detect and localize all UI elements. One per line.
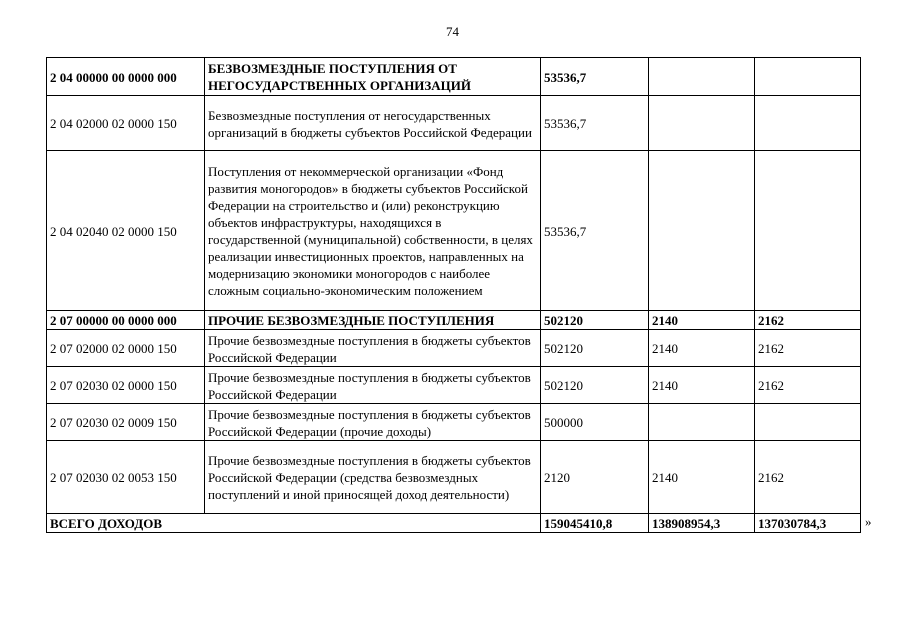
revenue-table: [46, 57, 861, 533]
amount-year-3: [755, 151, 861, 311]
amount-year-2: 2140: [649, 311, 755, 330]
amount-year-3: 2162: [755, 441, 861, 514]
table-row: [47, 311, 861, 330]
total-label: ВСЕГО ДОХОДОВ: [47, 514, 541, 533]
page-number: 74: [446, 24, 459, 39]
closing-quote: »: [865, 514, 872, 529]
revenue-name: Поступления от некоммерческой организации «Фонд развития моногородов» в бюджеты субъектов Российской Федерации на строительство и (или) реконструкцию объектов инфраструктуры, находящихся в государственной (муниципальной) собственности, в целях реализации инвестиционных проектов, направленных на модернизацию экономики моногородов с наиболее сложным социально-экономическим положением: [205, 151, 541, 311]
amount-year-2: 2140: [649, 367, 755, 404]
revenue-name: БЕЗВОЗМЕЗДНЫЕ ПОСТУПЛЕНИЯ ОТ НЕГОСУДАРСТВЕННЫХ ОРГАНИЗАЦИЙ: [205, 58, 541, 96]
amount-year-3: 2162: [755, 330, 861, 367]
amount-year-2: 2140: [649, 441, 755, 514]
amount-year-1: 53536,7: [541, 58, 649, 96]
amount-year-3: 2162: [755, 311, 861, 330]
table-row: [47, 58, 861, 96]
table-row: [47, 151, 861, 311]
amount-year-2: 2140: [649, 330, 755, 367]
amount-year-1: 53536,7: [541, 96, 649, 151]
revenue-name: Прочие безвозмездные поступления в бюджеты субъектов Российской Федерации (прочие доходы): [205, 404, 541, 441]
amount-year-3: [755, 96, 861, 151]
budget-code: 2 07 00000 00 0000 000: [47, 311, 205, 330]
budget-code: 2 04 00000 00 0000 000: [47, 58, 205, 96]
table-row: [47, 404, 861, 441]
amount-year-1: 500000: [541, 404, 649, 441]
amount-year-1: 502120: [541, 330, 649, 367]
amount-year-1: 53536,7: [541, 151, 649, 311]
amount-year-2: [649, 96, 755, 151]
revenue-name: Безвозмездные поступления от негосударственных организаций в бюджеты субъектов Российской Федерации: [205, 96, 541, 151]
amount-year-3: [755, 58, 861, 96]
amount-year-1: 502120: [541, 311, 649, 330]
budget-code: 2 07 02030 02 0000 150: [47, 367, 205, 404]
revenue-name: Прочие безвозмездные поступления в бюджеты субъектов Российской Федерации: [205, 330, 541, 367]
budget-code: 2 04 02000 02 0000 150: [47, 96, 205, 151]
revenue-name: ПРОЧИЕ БЕЗВОЗМЕЗДНЫЕ ПОСТУПЛЕНИЯ: [205, 311, 541, 330]
total-row: [47, 514, 861, 533]
amount-year-3: [755, 404, 861, 441]
table-row: [47, 96, 861, 151]
table-row: [47, 441, 861, 514]
amount-year-2: [649, 58, 755, 96]
revenue-name: Прочие безвозмездные поступления в бюджеты субъектов Российской Федерации: [205, 367, 541, 404]
amount-year-1: 2120: [541, 441, 649, 514]
budget-code: 2 07 02030 02 0053 150: [47, 441, 205, 514]
table-row: [47, 330, 861, 367]
total-year-2: 138908954,3: [649, 514, 755, 533]
amount-year-2: [649, 404, 755, 441]
budget-code: 2 07 02030 02 0009 150: [47, 404, 205, 441]
amount-year-2: [649, 151, 755, 311]
amount-year-1: 502120: [541, 367, 649, 404]
table-row: [47, 367, 861, 404]
total-year-1: 159045410,8: [541, 514, 649, 533]
amount-year-3: 2162: [755, 367, 861, 404]
total-year-3: 137030784,3: [755, 514, 861, 533]
budget-code: 2 07 02000 02 0000 150: [47, 330, 205, 367]
budget-code: 2 04 02040 02 0000 150: [47, 151, 205, 311]
revenue-name: Прочие безвозмездные поступления в бюджеты субъектов Российской Федерации (средства безвозмездных поступлений и иной приносящей доход деятельности): [205, 441, 541, 514]
